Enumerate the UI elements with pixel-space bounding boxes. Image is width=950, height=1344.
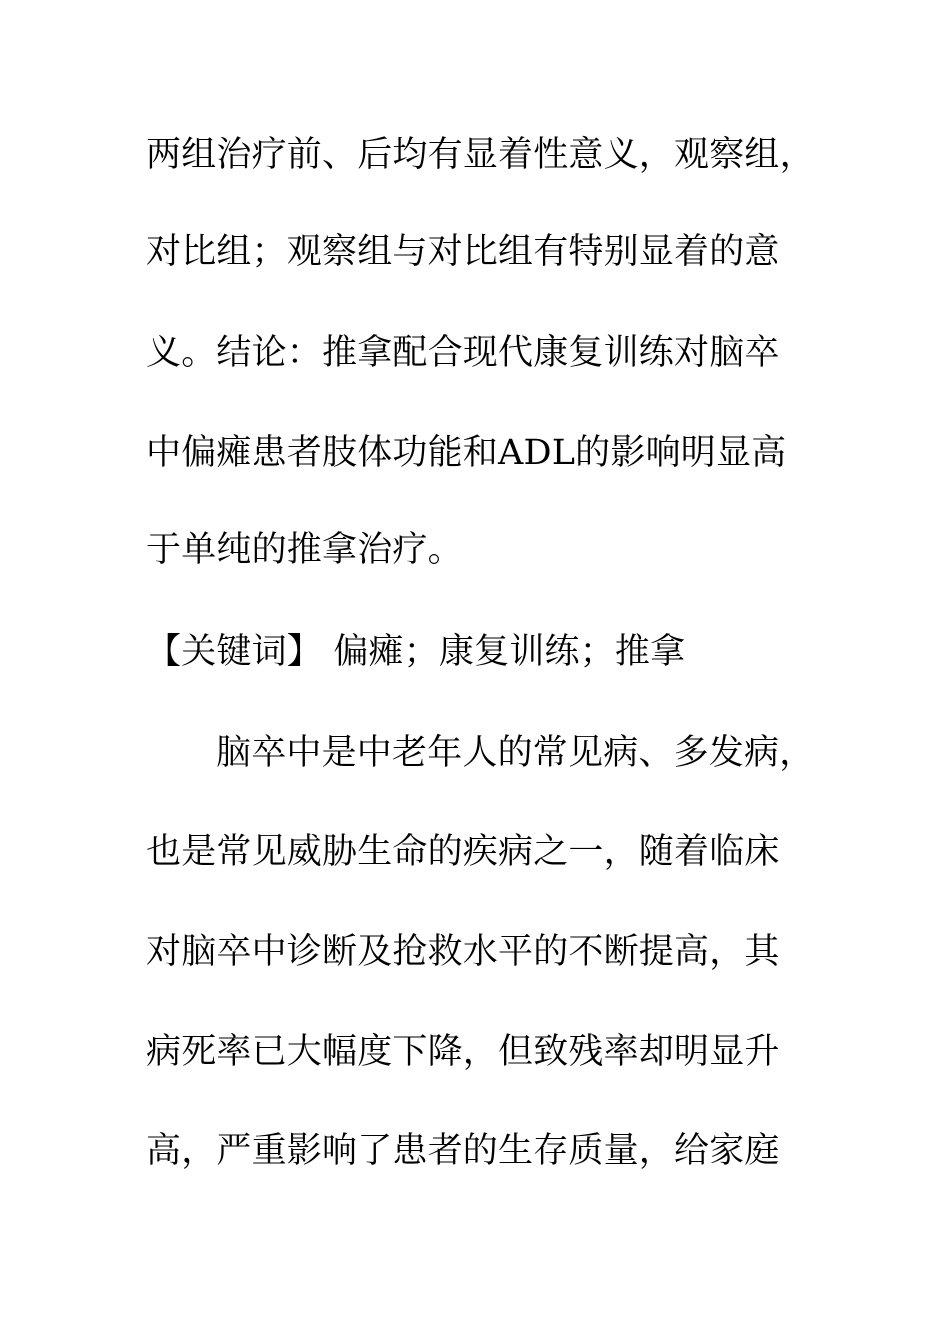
body-line-1: 脑卒中是中老年人的常见病、多发病， — [216, 733, 815, 773]
body-line-5: 高，严重影响了患者的生存质量，给家庭 — [146, 1131, 780, 1171]
abstract-line-5: 于单纯的推拿治疗。 — [146, 530, 463, 570]
abstract-line-2: 对比组；观察组与对比组有特别显着的意 — [146, 232, 780, 272]
abstract-line-4: 中偏瘫患者肢体功能和ADL的影响明显高 — [146, 433, 787, 473]
body-line-2: 也是常见威胁生命的疾病之一，随着临床 — [146, 832, 780, 872]
abstract-line-1: 两组治疗前、后均有显着性意义，观察组， — [146, 135, 815, 175]
abstract-line-3: 义。结论：推拿配合现代康复训练对脑卒 — [146, 333, 780, 373]
body-line-4: 病死率已大幅度下降，但致残率却明显升 — [146, 1032, 780, 1072]
body-line-3: 对脑卒中诊断及抢救水平的不断提高，其 — [146, 932, 780, 972]
keywords-line: 【关键词】 偏瘫；康复训练；推拿 — [146, 632, 686, 672]
